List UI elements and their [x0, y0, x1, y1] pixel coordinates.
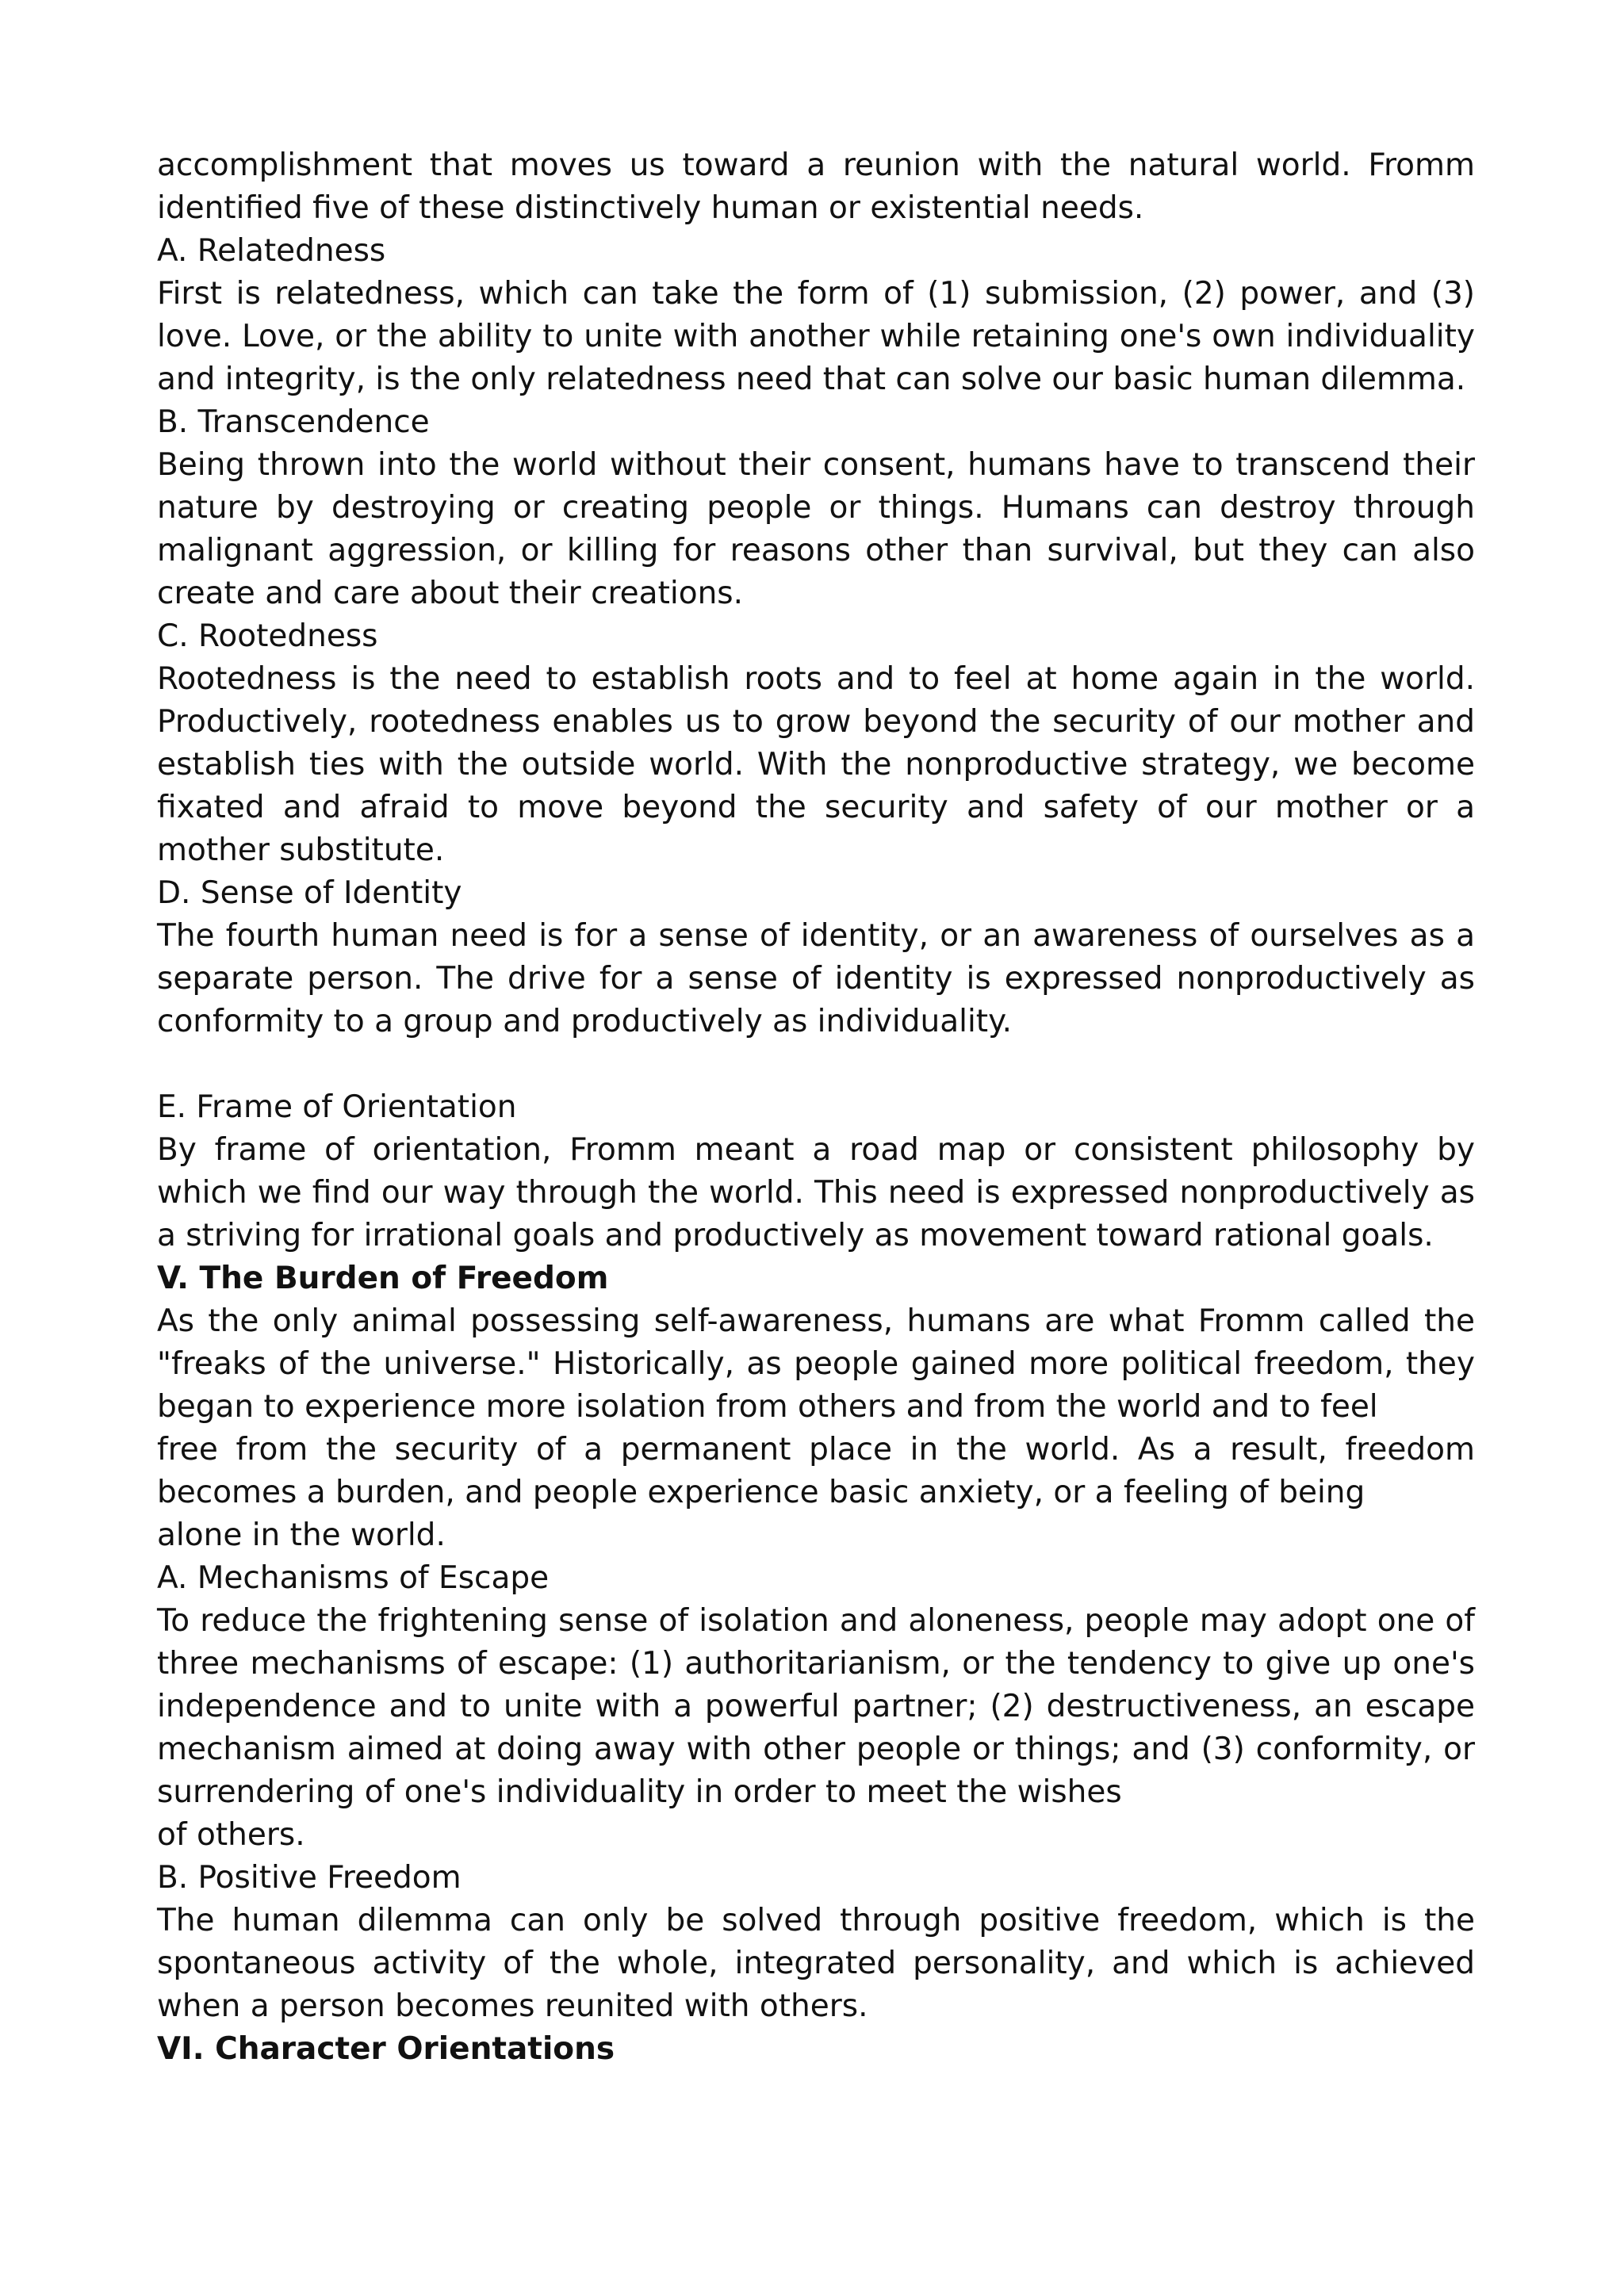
- heading-transcendence: B. Transcendence: [157, 404, 430, 440]
- paragraph-rootedness: Rootedness is the need to establish roots and to feel at home again in the world. Productively, rootedness enables us to grow beyond the security of our mother and establish ties with the outside world. With the nonproductive strategy, we become fixated and afraid to move beyond the security and safety of our mother or a mother substitute.: [157, 661, 1475, 868]
- heading-mechanisms-of-escape: A. Mechanisms of Escape: [157, 1560, 550, 1596]
- paragraph-relatedness: First is relatedness, which can take the form of (1) submission, (2) power, and (3) love. Love, or the ability to unite with another while retaining one's own individuality and integrity, is the only relatedness need that can solve our basic human dilemma.: [157, 276, 1475, 397]
- blank-line: [157, 1043, 1475, 1086]
- section-heading-burden-of-freedom: V. The Burden of Freedom: [157, 1261, 609, 1296]
- paragraph-sense-of-identity: The fourth human need is for a sense of identity, or an awareness of ourselves as a separate person. The drive for a sense of identity is expressed nonproductively as conformity to a group and productively as individuality.: [157, 918, 1475, 1039]
- paragraph-mechanisms-of-escape-1: To reduce the frightening sense of isolation and aloneness, people may adopt one of three mechanisms of escape: (1) authoritarianism, or the tendency to give up one's independence and to unite with a powerful partner; (2) destructiveness, an escape mechanism aimed at doing away with other people or things; and (3) conformity, or surrendering of one's individuality in order to meet the wishes: [157, 1603, 1475, 1810]
- heading-frame-of-orientation: E. Frame of Orientation: [157, 1089, 517, 1125]
- paragraph-frame-of-orientation: By frame of orientation, Fromm meant a road map or consistent philosophy by which we find our way through the world. This need is expressed nonproductively as a striving for irrational goals and productively as movement toward rational goals.: [157, 1132, 1475, 1253]
- paragraph-burden-of-freedom-2: free from the security of a permanent place in the world. As a result, freedom becomes a burden, and people experience basic anxiety, or a feeling of being: [157, 1432, 1475, 1510]
- heading-positive-freedom: B. Positive Freedom: [157, 1860, 462, 1896]
- section-heading-character-orientations: VI. Character Orientations: [157, 2031, 615, 2067]
- paragraph-intro: accomplishment that moves us toward a reunion with the natural world. Fromm identified five of these distinctively human or existential needs.: [157, 147, 1475, 226]
- paragraph-transcendence: Being thrown into the world without their consent, humans have to transcend their nature by destroying or creating people or things. Humans can destroy through malignant aggression, or killing for reasons other than survival, but they can also create and care about their creations.: [157, 447, 1475, 611]
- paragraph-positive-freedom: The human dilemma can only be solved through positive freedom, which is the spontaneous activity of the whole, integrated personality, and which is achieved when a person becomes reunited with others.: [157, 1903, 1475, 2024]
- paragraph-burden-of-freedom-3: alone in the world.: [157, 1517, 446, 1553]
- heading-rootedness: C. Rootedness: [157, 618, 378, 654]
- paragraph-mechanisms-of-escape-2: of others.: [157, 1817, 305, 1853]
- paragraph-burden-of-freedom-1: As the only animal possessing self-awareness, humans are what Fromm called the "freaks of the universe." Historically, as people gained more political freedom, they began to experience more isolation from others and from the world and to feel: [157, 1303, 1475, 1425]
- heading-relatedness: A. Relatedness: [157, 233, 386, 269]
- heading-sense-of-identity: D. Sense of Identity: [157, 875, 462, 911]
